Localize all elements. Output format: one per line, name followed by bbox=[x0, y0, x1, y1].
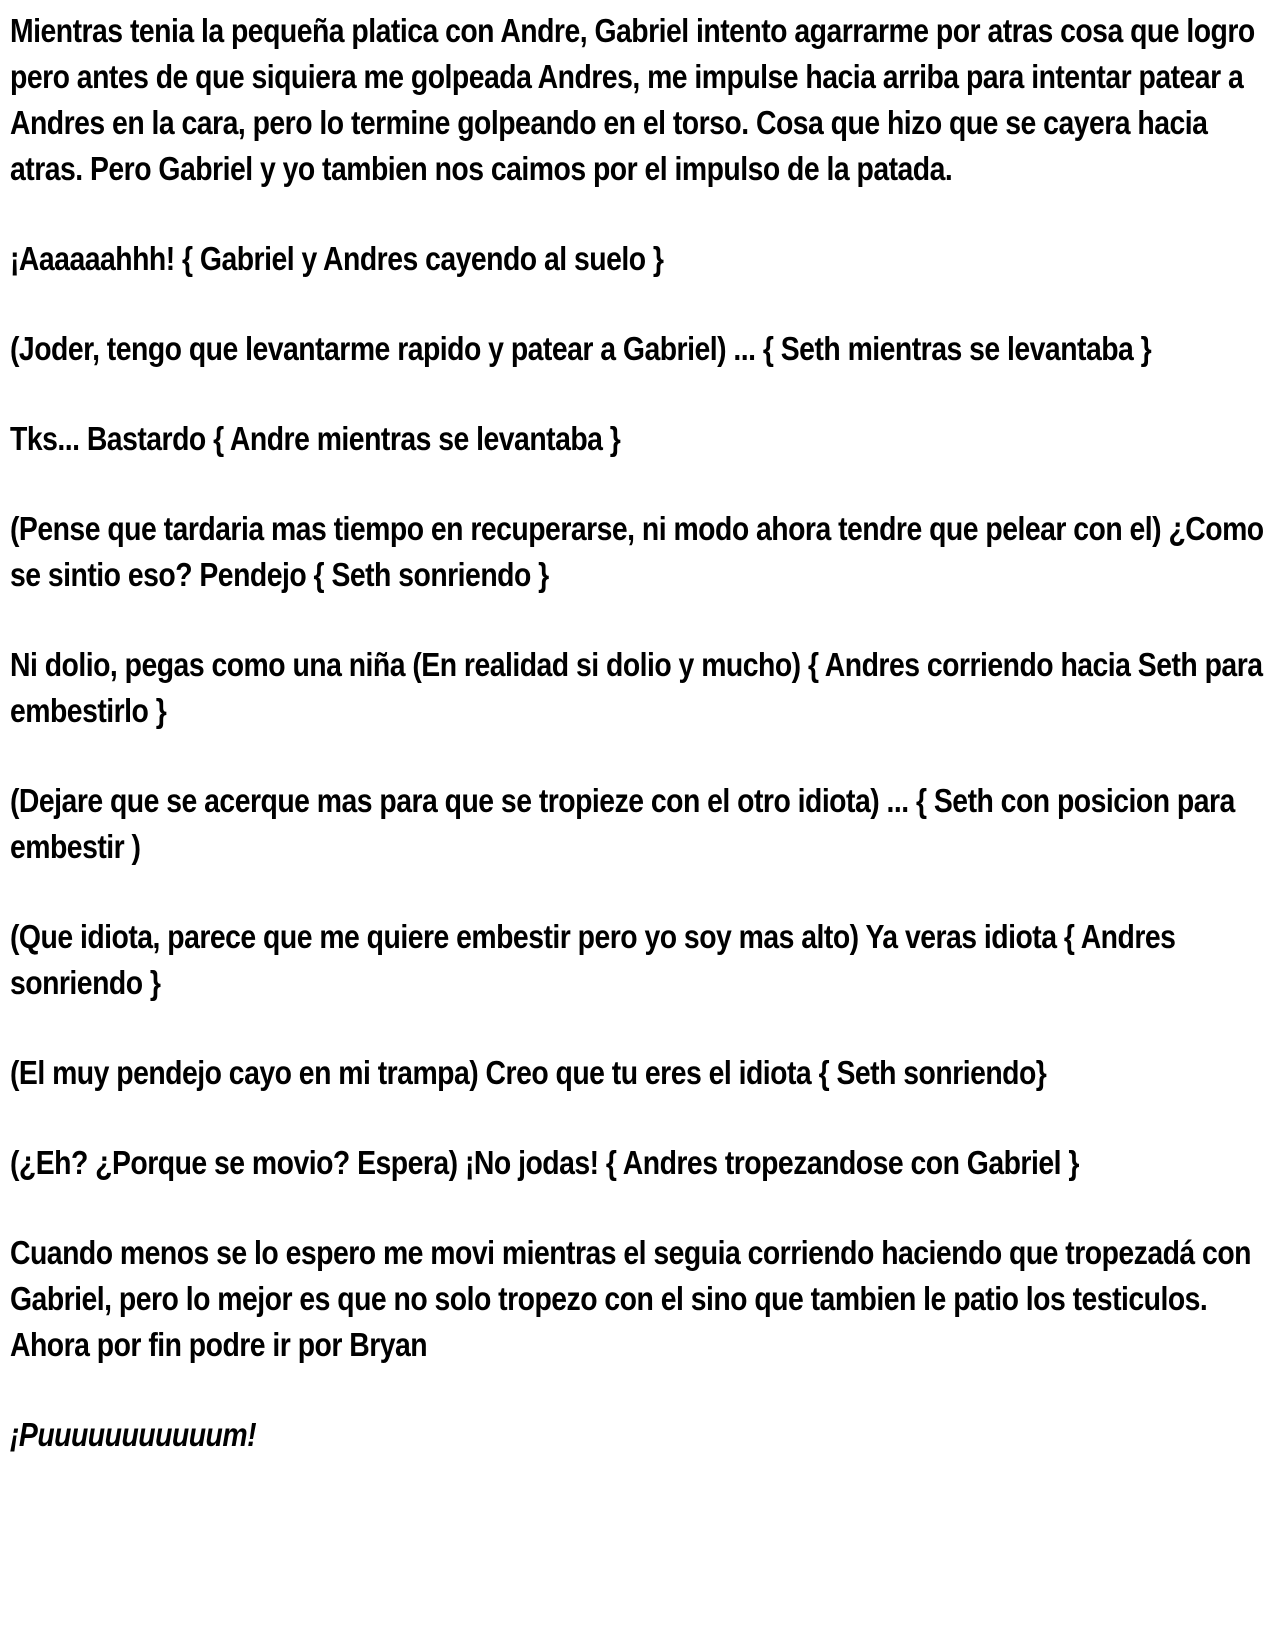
paragraph-1: Mientras tenia la pequeña platica con Andre, Gabriel intento agarrarme por atras cosa que logro pero antes de que siquiera me golpeada Andres, me impulse hacia arriba para intentar patear a Andres en la cara, pero lo termine golpeando en el torso. Cosa que hizo que se cayera hacia atras. Pero Gabriel y yo tambien nos caimos por el impulso de la patada. bbox=[10, 12, 1255, 187]
paragraph-3: (Joder, tengo que levantarme rapido y patear a Gabriel) ... { Seth mientras se levantaba } bbox=[10, 330, 1152, 367]
paragraph-7: (Dejare que se acerque mas para que se tropieze con el otro idiota) ... { Seth con posicion para embestir ) bbox=[10, 782, 1235, 865]
paragraph-10: (¿Eh? ¿Porque se movio? Espera) ¡No jodas! { Andres tropezandose con Gabriel } bbox=[10, 1144, 1079, 1181]
paragraph-2: ¡Aaaaaahhh! { Gabriel y Andres cayendo al suelo } bbox=[10, 240, 664, 277]
paragraph-8: (Que idiota, parece que me quiere embestir pero yo soy mas alto) Ya veras idiota { Andres sonriendo } bbox=[10, 918, 1176, 1001]
paragraph-5: (Pense que tardaria mas tiempo en recuperarse, ni modo ahora tendre que pelear con el) ¿Como se sintio eso? Pendejo { Seth sonriendo } bbox=[10, 510, 1264, 593]
paragraph-12: ¡Puuuuuuuuuuum! bbox=[10, 1416, 257, 1453]
paragraph-6: Ni dolio, pegas como una niña (En realidad si dolio y mucho) { Andres corriendo hacia Seth para embestirlo } bbox=[10, 646, 1263, 729]
paragraph-9: (El muy pendejo cayo en mi trampa) Creo que tu eres el idiota { Seth sonriendo} bbox=[10, 1054, 1047, 1091]
paragraph-11: Cuando menos se lo espero me movi mientras el seguia corriendo haciendo que tropezadá con Gabriel, pero lo mejor es que no solo tropezo con el sino que tambien le patio los testiculos. Ahora por fin podre ir por Bryan bbox=[10, 1234, 1251, 1363]
document-body bbox=[10, 8, 1265, 1458]
paragraph-4: Tks... Bastardo { Andre mientras se levantaba } bbox=[10, 420, 621, 457]
